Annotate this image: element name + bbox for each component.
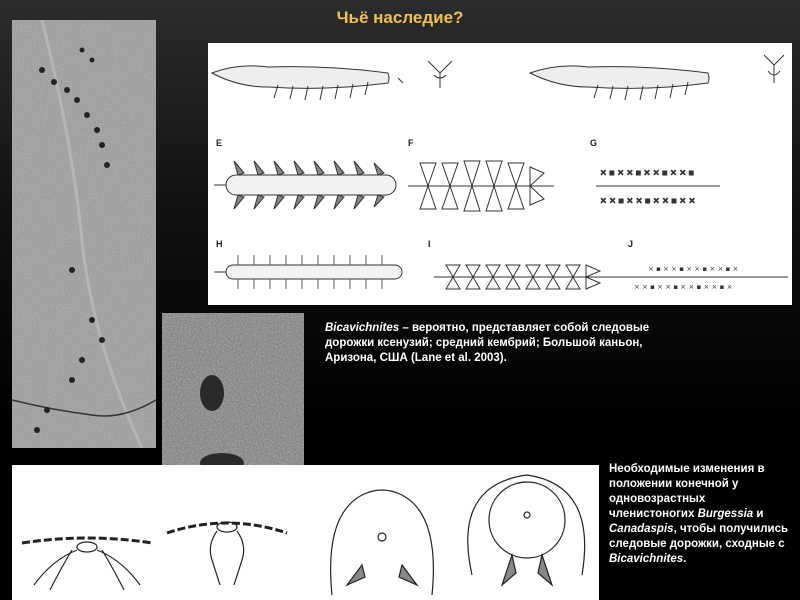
figure-label-i: I	[428, 239, 431, 249]
caption-text: – вероятно, представляет собой следовые дорожки ксенузий; средний кембрий; Большой каньон, Аризона, США (Lane et al. 2003).	[325, 322, 650, 364]
side-caption-text-2: и	[753, 508, 764, 520]
trackway-reconstruction-figure	[208, 43, 792, 305]
side-caption-text-3: , чтобы получились следовые дорожки, сходные с	[609, 523, 789, 550]
svg-text:× × ▪ × × ▪ × × ▪ × × ▪ ×: × × ▪ × × ▪ × × ▪ × × ▪ ×	[634, 283, 733, 291]
svg-text:× × ▪ × × ▪ × × ▪ × ×: × × ▪ × × ▪ × × ▪ × ×	[600, 196, 696, 205]
side-caption	[609, 462, 789, 567]
figure-label-j: J	[628, 239, 634, 249]
figure-label-g: G	[590, 138, 598, 148]
svg-text:× ▪ × × ▪ × × ▪ × × ▪ ×: × ▪ × × ▪ × × ▪ × × ▪ ×	[648, 265, 739, 273]
side-caption-genus-2: Canadaspis	[609, 523, 674, 535]
caption-genus: Bicavichnites	[325, 322, 400, 334]
svg-text:× ▪ × × ▪ × × ▪ × × ▪: × ▪ × × ▪ × × ▪ × × ▪	[600, 168, 695, 177]
main-caption	[325, 321, 655, 366]
side-caption-genus-3: Bicavichnites	[609, 553, 684, 565]
figure-label-f: F	[408, 138, 414, 148]
limb-position-figure	[12, 465, 599, 600]
fossil-trackway-photo	[12, 20, 156, 448]
figure-label-h: H	[216, 239, 223, 249]
side-caption-text-4: .	[683, 553, 687, 565]
side-caption-text-1: Необходимые изменения в положении конечной у одновозрастных членистоногих	[609, 463, 765, 520]
figure-label-e: E	[216, 138, 223, 148]
slide-title: Чьё наследие?	[336, 8, 464, 27]
side-caption-genus-1: Burgessia	[697, 508, 754, 520]
